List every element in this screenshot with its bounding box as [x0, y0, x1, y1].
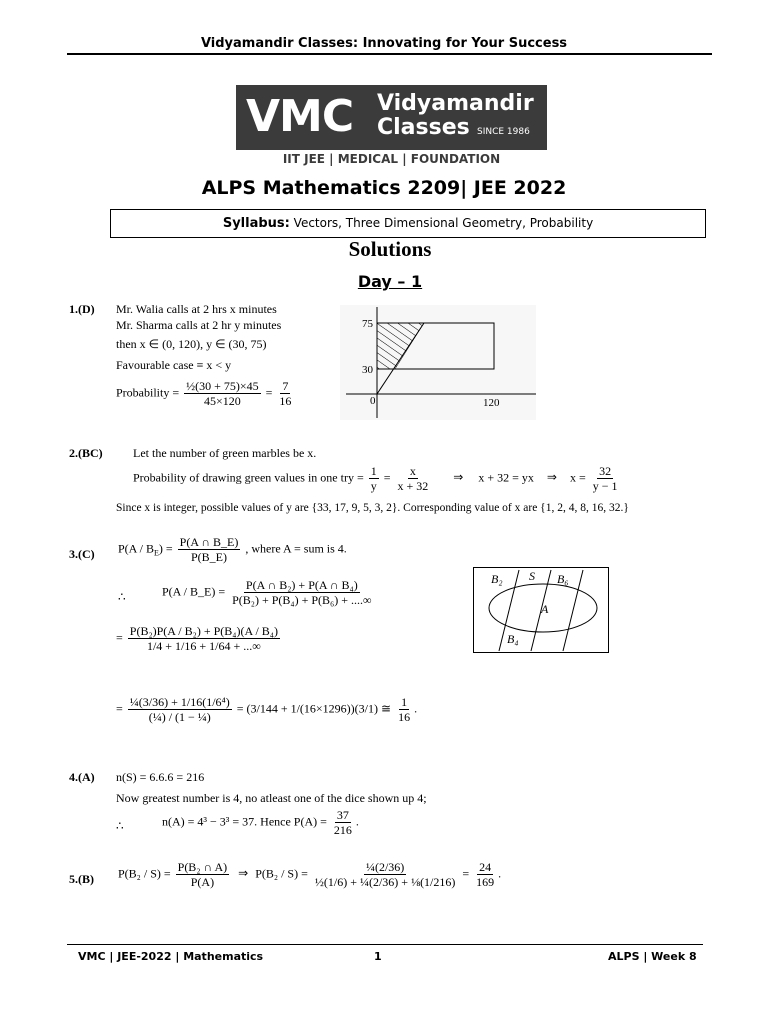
- syllabus-box: [110, 209, 706, 238]
- q3-l3-fraction: [128, 624, 280, 653]
- q3-l4-fraction: [128, 695, 232, 724]
- q5-lhs: P(B₂ / S) =: [118, 866, 171, 881]
- footer-right: ALPS | Week 8: [608, 950, 697, 963]
- page-number: 1: [374, 950, 382, 963]
- q4-line3: [162, 808, 359, 837]
- q5-f-num: P(B₂ ∩ A): [177, 860, 228, 874]
- logo-since: SINCE 1986: [477, 127, 530, 137]
- q5-label: 5.(B): [69, 872, 94, 886]
- q5-implies: ⇒: [238, 866, 249, 881]
- q1-line1: Mr. Walia calls at 2 hrs x minutes: [116, 302, 277, 316]
- q2-line2-prefix: Probability of drawing green values in one try =: [133, 470, 364, 485]
- venn-b6: B₆: [557, 572, 569, 586]
- q2-frac-1: [369, 464, 379, 493]
- q4-answer-fraction: [332, 808, 354, 837]
- venn-s: S: [529, 569, 535, 583]
- q5-frac-1: [176, 860, 230, 889]
- q5-f2-num: ¼(2/36): [365, 860, 405, 874]
- q2-mid-equation: x + 32 = yx: [478, 470, 534, 485]
- graph-label-origin: 0: [370, 395, 376, 407]
- q3-line1: [118, 535, 347, 564]
- q2-implies-2: ⇒: [546, 470, 557, 485]
- q1-prob-fraction: [184, 379, 261, 408]
- q3-l1-den: P(B_E): [191, 550, 227, 564]
- q2-f1-den: y: [370, 479, 377, 493]
- footer-left: VMC | JEE-2022 | Mathematics: [78, 950, 264, 963]
- graph-label-30: 30: [362, 364, 373, 376]
- q3-l3-den: 1/4 + 1/16 + 1/64 + ...∞: [146, 639, 261, 653]
- running-header: Vidyamandir Classes: Innovating for Your Success: [200, 36, 568, 51]
- q3-l3-num: P(B₂)P(A / B₂) + P(B₄)(A / B₄): [129, 624, 278, 638]
- q3-l4-dot: .: [414, 701, 418, 716]
- venn-a: A: [541, 602, 549, 616]
- q2-f3-num: 32: [599, 464, 612, 478]
- q5-f-den: P(A): [190, 875, 215, 889]
- q3-l1-suffix: , where A = sum is 4.: [245, 541, 347, 556]
- q3-line2: [162, 578, 376, 607]
- graph-label-75: 75: [362, 318, 373, 330]
- q4-label: 4.(A): [69, 770, 95, 784]
- q2-implies-1: ⇒: [453, 470, 464, 485]
- q2-f3-den: y − 1: [592, 479, 618, 493]
- q2-line3: Since x is integer, possible values of y are {33, 17, 9, 5, 3, 2}. Corresponding value of x are {1, 2, 4, 8, 16, 32.}: [116, 502, 629, 514]
- q1-prob-eq: =: [265, 385, 273, 400]
- vmc-logo: [236, 85, 547, 150]
- q2-f2-num: x: [409, 464, 416, 478]
- q3-label: 3.(C): [69, 547, 95, 561]
- q3-l4-num: ¼(3/36) + 1/16(1/6⁴): [129, 695, 230, 709]
- q3-l1-lhs-sub: E: [154, 548, 159, 558]
- q3-venn-diagram: [473, 567, 609, 653]
- q3-line3: [116, 624, 282, 653]
- q5-ans-num: 24: [479, 860, 492, 874]
- q5-frac-2: [313, 860, 458, 889]
- q1-probability: [116, 379, 295, 408]
- q3-l2-den: P(B₂) + P(B₄) + P(B₆) + ....∞: [232, 593, 372, 607]
- q3-l4-answer: [396, 695, 412, 724]
- q1-line4: Favourable case ≡ x < y: [116, 358, 232, 372]
- q1-ans-den: 16: [279, 394, 292, 408]
- q1-region-graph: [340, 305, 536, 420]
- q3-l4-ans-num: 1: [401, 695, 408, 709]
- q4-line2: Now greatest number is 4, no atleast one of the dice shown up 4;: [116, 791, 427, 805]
- q1-line2: Mr. Sharma calls at 2 hr y minutes: [116, 318, 282, 332]
- q1-ans-num: 7: [282, 379, 289, 393]
- solutions-heading: Solutions: [348, 237, 432, 261]
- q1-prob-num: ½(30 + 75)×45: [186, 379, 259, 393]
- q1-line3: then x ∈ (0, 120), y ∈ (30, 75): [116, 337, 267, 351]
- q4-ans-num: 37: [336, 808, 349, 822]
- q1-label: 1.(D): [69, 302, 95, 316]
- q3-therefore: ∴: [118, 590, 126, 604]
- footer-rule: [67, 944, 703, 945]
- q5-eq: =: [462, 866, 470, 881]
- q4-therefore: ∴: [116, 819, 124, 833]
- q5-equation: [118, 860, 501, 889]
- q2-x-eq: x =: [569, 470, 586, 485]
- q3-l2-lhs: P(A / B_E) =: [162, 584, 226, 599]
- syllabus-label: Syllabus:: [222, 216, 290, 231]
- q3-l1-num: P(A ∩ B_E): [179, 535, 239, 549]
- q1-prob-label: Probability =: [116, 385, 180, 400]
- syllabus-text: Vectors, Three Dimensional Geometry, Probability: [289, 216, 594, 230]
- q2-equation: [133, 464, 622, 493]
- graph-label-120: 120: [483, 397, 500, 409]
- q2-frac-3: [591, 464, 620, 493]
- q5-answer-fraction: [474, 860, 496, 889]
- q1-answer-fraction: [277, 379, 293, 408]
- q1-prob-den: 45×120: [203, 394, 241, 408]
- venn-b4: B₄: [507, 632, 519, 646]
- q2-f2-den: x + 32: [397, 479, 429, 493]
- document-title: ALPS Mathematics 2209| JEE 2022: [201, 177, 567, 199]
- q3-l2-fraction: [230, 578, 373, 607]
- q3-l4-den: (¼) / (1 − ¼): [148, 710, 211, 724]
- day-heading: Day – 1: [357, 272, 423, 291]
- q3-line4: [116, 695, 417, 724]
- q3-l4-eq: =: [116, 701, 123, 716]
- q2-line1: Let the number of green marbles be x.: [133, 446, 317, 460]
- venn-b2: B₂: [491, 572, 503, 586]
- q3-l2-num: P(A ∩ B₂) + P(A ∩ B₄): [245, 578, 358, 592]
- logo-tagline: IIT JEE | MEDICAL | FOUNDATION: [282, 152, 501, 166]
- q4-dot: .: [355, 814, 359, 829]
- q5-lhs2: P(B₂ / S) =: [255, 866, 308, 881]
- q3-l1-lhs: P(A / B: [118, 541, 155, 556]
- q3-l4-mid: = (3/144 + 1/(16×1296))(3/1) ≅: [236, 701, 392, 716]
- logo-vmc-text: VMC: [246, 91, 354, 142]
- q4-ans-den: 216: [333, 823, 352, 837]
- q2-f1-eq: =: [383, 470, 391, 485]
- q3-l1-fraction: [178, 535, 241, 564]
- q3-l1-lhs-close: ) =: [158, 541, 173, 556]
- q2-label: 2.(BC): [69, 446, 103, 460]
- logo-brand-line2: Classes: [377, 115, 470, 140]
- q2-frac-2: [396, 464, 431, 493]
- logo-brand-line1: Vidyamandir: [377, 91, 534, 116]
- q2-f1-num: 1: [370, 464, 377, 478]
- q3-l3-eq: =: [116, 630, 123, 645]
- q5-f2-den: ½(1/6) + ¼(2/36) + ⅛(1/216): [314, 875, 456, 889]
- q4-line1: n(S) = 6.6.6 = 216: [116, 770, 205, 784]
- q5-ans-den: 169: [476, 875, 495, 889]
- q5-dot: .: [498, 866, 502, 881]
- q3-l4-ans-den: 16: [398, 710, 411, 724]
- header-rule: [67, 53, 712, 55]
- q4-line3-text: n(A) = 4³ − 3³ = 37. Hence P(A) =: [162, 814, 327, 829]
